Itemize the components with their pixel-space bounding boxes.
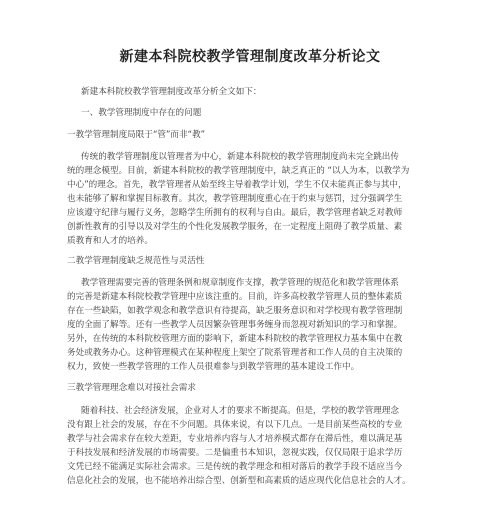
paragraph-3-line: 随着科技、社会经济发展，企业对人才的要求不断提高。但是，学校的教学管理理念 bbox=[81, 406, 399, 416]
paragraph-3-line: 于科技发展和经济发展的市场需要。二是偏重书本知识，忽视实践，仅仅局限于追求学历 bbox=[67, 448, 403, 458]
subsection-heading-2: 二教学管理制度缺乏规范性与灵活性 bbox=[67, 256, 205, 266]
subsection-heading-3: 三教学管理理念难以对接社会需求 bbox=[67, 383, 196, 393]
subsection-heading-1: 一教学管理制度局限于“管”而非“教” bbox=[67, 130, 206, 140]
paragraph-1-line: 应该遵守纪律与履行义务，忽略学生所拥有的权利与自由。最后，教学管理者缺乏对教师 bbox=[67, 208, 403, 218]
paragraph-1-line: 统的理念模型。目前，新建本科院校的教学管理制度中，缺乏真正的 “以人为本，以教学为 bbox=[67, 166, 410, 176]
paragraph-2-line: 务处或教务办心。这种管理模式在某种程度上架空了院系管理者和工作人员的自主决策的 bbox=[67, 348, 403, 358]
paragraph-1-line: 中心”的理念。首先，教学管理者从始至终主导着教学计划，学生不仅未能真正参与其中， bbox=[67, 180, 407, 190]
intro-line: 新建本科院校教学管理制度改革分析全文如下： bbox=[81, 87, 262, 97]
paragraph-2-line: 度的全面了解等。还有一些教学人员因繁杂管理事务缠身而忽视对新知识的学习和掌握。 bbox=[67, 320, 403, 330]
section-heading: 一、教学管理制度中存在的问题 bbox=[81, 108, 202, 118]
paragraph-3-line: 教学与社会需求存在较大差距，专业培养内容与人才培养模式都存在滞后性，难以满足基 bbox=[67, 434, 403, 444]
paragraph-1-line: 质教育和人才的培养。 bbox=[67, 236, 153, 246]
paragraph-1-line: 传统的教学管理制度以管理者为中心，新建本科院校的教学管理制度尚未完全跳出传 bbox=[81, 152, 399, 162]
paragraph-1-line: 创新性教育的引导以及对学生的个性化发展教学服务，在一定程度上阻碍了教学质量、素 bbox=[67, 222, 403, 232]
paragraph-1-line: 也未能够了解和掌握目标教育。其次，教学管理制度重心在于约束与惩罚，过分强调学生 bbox=[67, 194, 403, 204]
paragraph-3-line: 信息化社会的发展，也不能培养出综合型、创新型和高素质的适应现代化信息社会的人才。 bbox=[67, 476, 411, 486]
document-title: 新建本科院校教学管理制度改革分析论文 bbox=[119, 49, 381, 65]
paragraph-2-line: 权力，致使一些教学管理的工作人员很难参与到教学管理的基本建设工作中。 bbox=[67, 362, 360, 372]
paragraph-2-line: 教学管理需要完善的管理条例和规章制度作支撑，教学管理的规范化和教学管理体系 bbox=[81, 278, 399, 288]
paragraph-2-line: 存在一些缺陷，如教学观念和教学意识有待提高，缺乏服务意识和对学校现有教学管理制 bbox=[67, 306, 403, 316]
paragraph-2-line: 另外，在传统的本科院校管理方面的影响下，新建本科院校的教学管理权力基本集中在教 bbox=[67, 334, 403, 344]
paragraph-2-line: 的完善是新建本科院校教学管理中应该注重的。目前，许多高校教学管理人员的整体素质 bbox=[67, 292, 403, 302]
paragraph-3-line: 文凭已经不能满足实际社会需求。三是传统的教学理念和相对落后的教学手段不适应当今 bbox=[67, 462, 403, 472]
paragraph-3-line: 没有跟上社会的发展，存在不少问题。具体来说，有以下几点。一是目前某些高校的专业 bbox=[67, 420, 403, 430]
